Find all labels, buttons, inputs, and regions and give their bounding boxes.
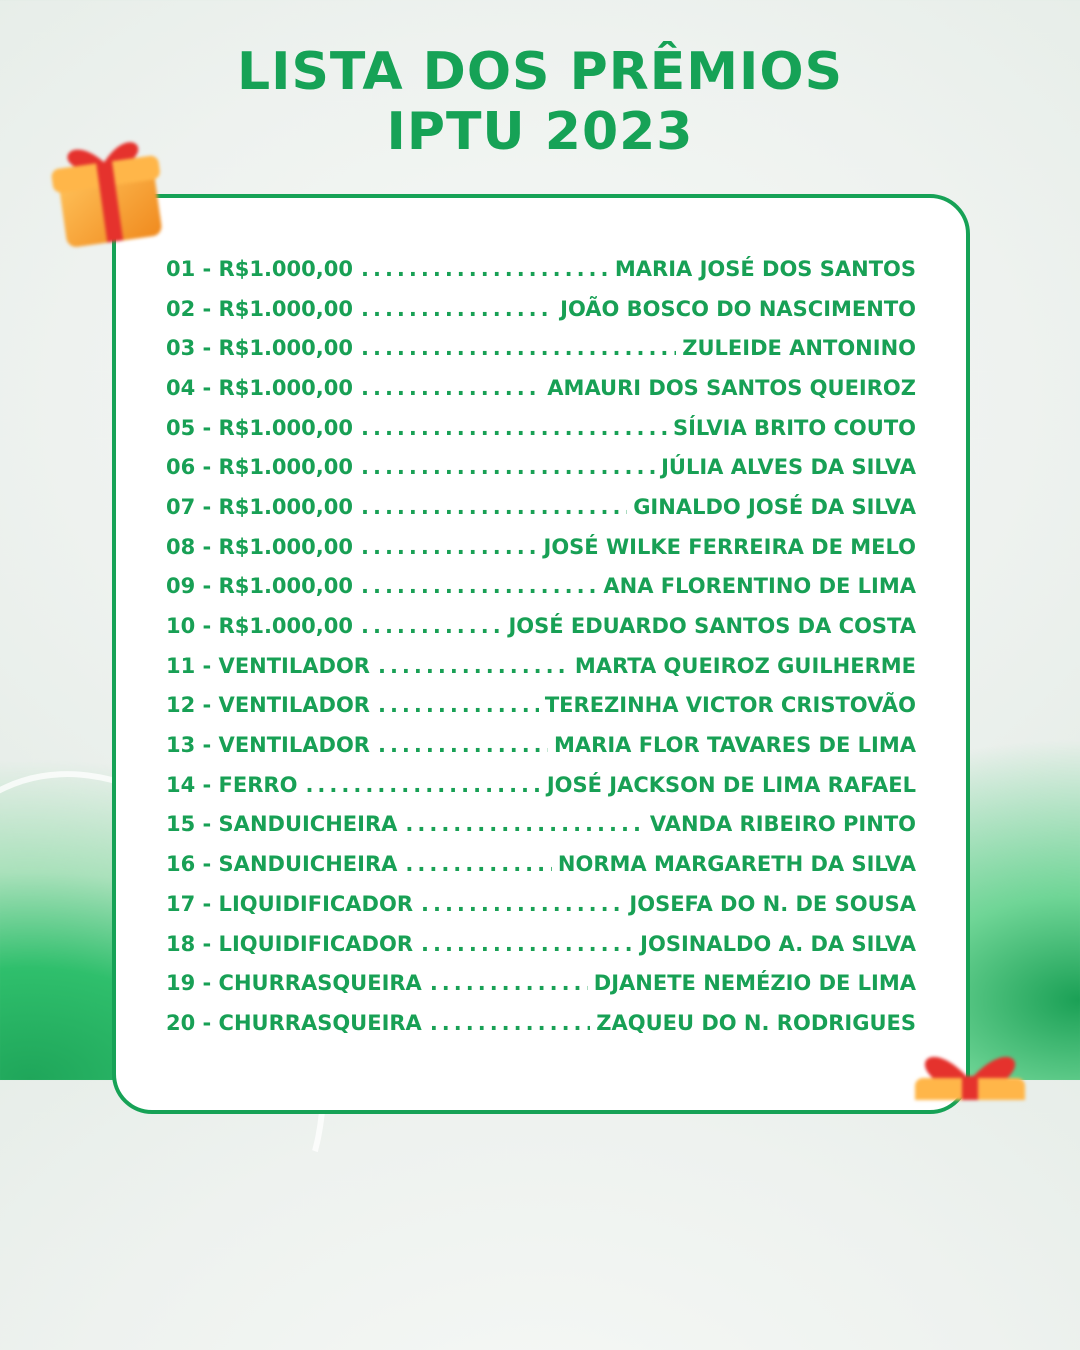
winner-name: TEREZINHA VICTOR CRISTOVÃO [544,693,916,718]
prize-label: 06 - R$1.000,00 [166,455,353,480]
list-item [166,924,916,964]
winner-name: ANA FLORENTINO DE LIMA [603,574,916,599]
list-item [166,249,916,289]
prize-label: 18 - LIQUIDIFICADOR [166,931,413,956]
dot-leader [305,773,540,797]
list-item [166,408,916,448]
dot-leader [361,257,609,281]
list-item [166,289,916,329]
page-title: LISTA DOS PRÊMIOS [236,42,844,102]
prize-label: 01 - R$1.000,00 [166,256,353,281]
prize-label: 14 - FERRO [166,772,298,797]
winner-name: MARIA JOSÉ DOS SANTOS [614,256,916,281]
prize-label: 03 - R$1.000,00 [166,336,353,361]
dot-leader [361,416,667,440]
winner-name: GINALDO JOSÉ DA SILVA [633,494,916,519]
prize-label: 16 - SANDUICHEIRA [166,852,398,877]
winner-name: MARIA FLOR TAVARES DE LIMA [554,733,916,758]
prize-label: 13 - VENTILADOR [166,733,370,758]
list-item [166,487,916,527]
prize-label: 10 - R$1.000,00 [166,614,353,639]
prize-label: 02 - R$1.000,00 [166,296,353,321]
dot-leader [430,1011,590,1035]
winner-name: JOÃO BOSCO DO NASCIMENTO [560,296,916,321]
dot-leader [361,614,502,638]
dot-leader [405,852,552,876]
prize-label: 19 - CHURRASQUEIRA [166,971,422,996]
list-item [166,368,916,408]
winner-name: JOSEFA DO N. DE SOUSA [629,891,916,916]
dot-leader [378,693,539,717]
prize-label: 11 - VENTILADOR [166,653,370,678]
list-item [166,1003,916,1043]
list-item [166,646,916,686]
list-item [166,567,916,607]
prize-label: 05 - R$1.000,00 [166,415,353,440]
list-item [166,527,916,567]
dot-leader [421,892,623,916]
winner-name: ZULEIDE ANTONINO [682,336,916,361]
winner-name: NORMA MARGARETH DA SILVA [557,852,916,877]
winner-name: ZAQUEU DO N. RODRIGUES [596,1010,916,1035]
dot-leader [378,654,569,678]
list-item [166,606,916,646]
list-item [166,805,916,845]
prize-label: 17 - LIQUIDIFICADOR [166,891,413,916]
dot-leader [361,495,627,519]
dot-leader [430,971,588,995]
dot-leader [361,297,554,321]
dot-leader [361,574,597,598]
list-item [166,686,916,726]
prize-label: 15 - SANDUICHEIRA [166,812,398,837]
prize-label: 20 - CHURRASQUEIRA [166,1010,422,1035]
prize-label: 08 - R$1.000,00 [166,534,353,559]
winner-name: JÚLIA ALVES DA SILVA [661,455,916,480]
list-item [166,725,916,765]
dot-leader [361,376,541,400]
prize-label: 12 - VENTILADOR [166,693,370,718]
winner-name: JOSÉ WILKE FERREIRA DE MELO [543,534,916,559]
winner-name: MARTA QUEIROZ GUILHERME [574,653,916,678]
prize-list [166,249,916,1043]
list-item [166,963,916,1003]
winner-name: AMAURI DOS SANTOS QUEIROZ [547,375,916,400]
dot-leader [405,812,644,836]
gift-box-icon [44,125,171,255]
dot-leader [378,733,548,757]
list-item [166,844,916,884]
list-item [166,447,916,487]
dot-leader [361,455,655,479]
dot-leader [421,932,634,956]
gift-box-icon [905,1040,1035,1100]
list-item [166,765,916,805]
prize-label: 07 - R$1.000,00 [166,494,353,519]
winner-name: JOSINALDO A. DA SILVA [640,931,916,956]
page-subtitle: IPTU 2023 [386,102,694,162]
list-item [166,884,916,924]
winner-name: JOSÉ JACKSON DE LIMA RAFAEL [546,772,916,797]
dot-leader [361,535,538,559]
prize-label: 04 - R$1.000,00 [166,375,353,400]
winner-name: SÍLVIA BRITO COUTO [672,415,916,440]
winner-name: JOSÉ EDUARDO SANTOS DA COSTA [508,614,916,639]
winner-name: DJANETE NEMÉZIO DE LIMA [593,971,916,996]
list-item [166,328,916,368]
dot-leader [361,336,676,360]
winner-name: VANDA RIBEIRO PINTO [649,812,916,837]
prize-label: 09 - R$1.000,00 [166,574,353,599]
